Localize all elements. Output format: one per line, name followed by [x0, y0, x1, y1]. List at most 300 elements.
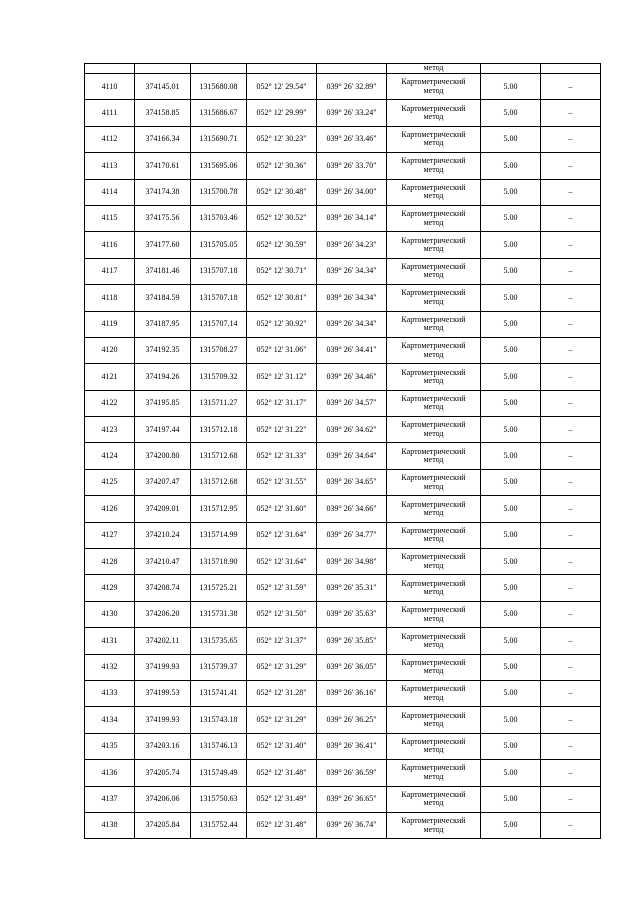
y-coordinate-cell: 1315680.08	[191, 74, 247, 100]
longitude-cell: 039° 26' 34.46"	[317, 364, 387, 390]
accuracy-cell: 5.00	[481, 707, 541, 733]
method-text-line: метод	[423, 349, 444, 359]
method-cell	[387, 390, 481, 416]
latitude-cell: 052° 12' 29.99"	[247, 100, 317, 126]
accuracy-cell: 5.00	[481, 258, 541, 284]
latitude-cell: 052° 12' 31.22"	[247, 417, 317, 443]
accuracy-cell: 5.00	[481, 74, 541, 100]
accuracy-cell: 5.00	[481, 469, 541, 495]
x-coordinate-cell: 374195.85	[135, 390, 191, 416]
point-number-cell: 4136	[85, 760, 135, 786]
x-coordinate-cell: 374207.47	[135, 469, 191, 495]
accuracy-cell: 5.00	[481, 601, 541, 627]
accuracy-cell: 5.00	[481, 549, 541, 575]
note-cell: –	[541, 74, 601, 100]
method-text-line: метод	[423, 270, 444, 280]
latitude-cell: 052° 12' 31.29"	[247, 707, 317, 733]
x-coordinate-cell: 374199.93	[135, 654, 191, 680]
table-row	[85, 680, 601, 706]
longitude-cell: 039° 26' 34.57"	[317, 390, 387, 416]
table-body	[85, 64, 601, 839]
point-number-cell: 4113	[85, 153, 135, 179]
note-cell: –	[541, 205, 601, 231]
method-text-line: Картометрический	[401, 631, 466, 641]
latitude-cell: 052° 12' 31.33"	[247, 443, 317, 469]
coordinates-table	[84, 63, 601, 839]
latitude-cell: 052° 12' 31.40"	[247, 733, 317, 759]
y-coordinate-cell: 1315741.41	[191, 680, 247, 706]
method-text-line: метод	[423, 455, 444, 465]
latitude-cell: 052° 12' 31.12"	[247, 364, 317, 390]
table-row	[85, 707, 601, 733]
method-cell	[387, 364, 481, 390]
method-text-line: метод	[423, 719, 444, 729]
x-coordinate-cell: 374200.80	[135, 443, 191, 469]
table-row	[85, 258, 601, 284]
point-number-cell: 4126	[85, 496, 135, 522]
note-cell: –	[541, 680, 601, 706]
method-text-line: метод	[423, 481, 444, 491]
latitude-cell: 052° 12' 31.48"	[247, 760, 317, 786]
method-text-line: метод	[423, 824, 444, 834]
method-text-line: метод	[423, 244, 444, 254]
method-cell	[387, 179, 481, 205]
x-coordinate-cell: 374145.01	[135, 74, 191, 100]
method-text-line: метод	[423, 217, 444, 227]
latitude-cell: 052° 12' 31.55"	[247, 469, 317, 495]
table-cell	[317, 64, 387, 74]
table-row	[85, 812, 601, 838]
latitude-cell: 052° 12' 30.23"	[247, 126, 317, 152]
x-coordinate-cell: 374170.61	[135, 153, 191, 179]
method-cell: метод	[387, 64, 481, 74]
method-cell	[387, 628, 481, 654]
table-row	[85, 74, 601, 100]
table-cell	[247, 64, 317, 74]
x-coordinate-cell: 374187.95	[135, 311, 191, 337]
method-cell	[387, 126, 481, 152]
table-row	[85, 654, 601, 680]
method-text-line: метод	[423, 191, 444, 201]
table-row	[85, 628, 601, 654]
y-coordinate-cell: 1315739.37	[191, 654, 247, 680]
y-coordinate-cell: 1315705.05	[191, 232, 247, 258]
longitude-cell: 039° 26' 36.59"	[317, 760, 387, 786]
method-cell	[387, 549, 481, 575]
longitude-cell: 039° 26' 34.98"	[317, 549, 387, 575]
method-cell	[387, 337, 481, 363]
method-cell	[387, 258, 481, 284]
method-text-line: метод	[423, 112, 444, 122]
latitude-cell: 052° 12' 30.92"	[247, 311, 317, 337]
table-row	[85, 417, 601, 443]
method-text-line: Картометрический	[401, 77, 466, 87]
point-number-cell: 4128	[85, 549, 135, 575]
longitude-cell: 039° 26' 32.89"	[317, 74, 387, 100]
method-text-line: метод	[423, 798, 444, 808]
table-row	[85, 786, 601, 812]
method-text-line: Картометрический	[401, 789, 466, 799]
accuracy-cell: 5.00	[481, 443, 541, 469]
table-row	[85, 100, 601, 126]
method-text-line: Картометрический	[401, 684, 466, 694]
accuracy-cell: 5.00	[481, 680, 541, 706]
table-row	[85, 126, 601, 152]
y-coordinate-cell: 1315718.90	[191, 549, 247, 575]
method-text-line: Картометрический	[401, 657, 466, 667]
method-text-line: метод	[423, 85, 444, 95]
table-row	[85, 364, 601, 390]
x-coordinate-cell: 374192.35	[135, 337, 191, 363]
method-text-line: Картометрический	[401, 235, 466, 245]
latitude-cell: 052° 12' 31.06"	[247, 337, 317, 363]
accuracy-cell: 5.00	[481, 337, 541, 363]
accuracy-cell: 5.00	[481, 496, 541, 522]
y-coordinate-cell: 1315735.65	[191, 628, 247, 654]
accuracy-cell: 5.00	[481, 100, 541, 126]
point-number-cell: 4122	[85, 390, 135, 416]
table-row	[85, 469, 601, 495]
y-coordinate-cell: 1315686.67	[191, 100, 247, 126]
x-coordinate-cell: 374202.11	[135, 628, 191, 654]
accuracy-cell: 5.00	[481, 153, 541, 179]
y-coordinate-cell: 1315749.49	[191, 760, 247, 786]
method-cell	[387, 575, 481, 601]
method-text-line: Картометрический	[401, 446, 466, 456]
point-number-cell: 4134	[85, 707, 135, 733]
table-row	[85, 733, 601, 759]
longitude-cell: 039° 26' 36.74"	[317, 812, 387, 838]
method-cell	[387, 74, 481, 100]
table-row	[85, 522, 601, 548]
method-text-line: метод	[423, 428, 444, 438]
point-number-cell: 4133	[85, 680, 135, 706]
x-coordinate-cell: 374208.74	[135, 575, 191, 601]
y-coordinate-cell: 1315743.18	[191, 707, 247, 733]
latitude-cell: 052° 12' 31.48"	[247, 812, 317, 838]
x-coordinate-cell: 374166.34	[135, 126, 191, 152]
method-text-line: метод	[423, 296, 444, 306]
point-number-cell: 4138	[85, 812, 135, 838]
method-cell	[387, 601, 481, 627]
x-coordinate-cell: 374184.59	[135, 285, 191, 311]
method-text-line: метод	[423, 613, 444, 623]
x-coordinate-cell: 374206.20	[135, 601, 191, 627]
x-coordinate-cell: 374199.93	[135, 707, 191, 733]
x-coordinate-cell: 374205.84	[135, 812, 191, 838]
accuracy-cell: 5.00	[481, 390, 541, 416]
method-text-line: Картометрический	[401, 605, 466, 615]
longitude-cell: 039° 26' 33.70"	[317, 153, 387, 179]
note-cell: –	[541, 707, 601, 733]
accuracy-cell: 5.00	[481, 311, 541, 337]
longitude-cell: 039° 26' 36.25"	[317, 707, 387, 733]
method-cell	[387, 417, 481, 443]
point-number-cell: 4110	[85, 74, 135, 100]
accuracy-cell: 5.00	[481, 628, 541, 654]
method-text-line: Картометрический	[401, 763, 466, 773]
method-text-line: Картометрический	[401, 552, 466, 562]
longitude-cell: 039° 26' 34.77"	[317, 522, 387, 548]
method-cell	[387, 311, 481, 337]
y-coordinate-cell: 1315712.68	[191, 469, 247, 495]
accuracy-cell: 5.00	[481, 575, 541, 601]
method-cell	[387, 469, 481, 495]
point-number-cell: 4114	[85, 179, 135, 205]
note-cell: –	[541, 812, 601, 838]
note-cell: –	[541, 522, 601, 548]
accuracy-cell: 5.00	[481, 812, 541, 838]
note-cell: –	[541, 601, 601, 627]
method-text-line: Картометрический	[401, 393, 466, 403]
longitude-cell: 039° 26' 34.64"	[317, 443, 387, 469]
method-cell	[387, 707, 481, 733]
longitude-cell: 039° 26' 34.62"	[317, 417, 387, 443]
y-coordinate-cell: 1315750.63	[191, 786, 247, 812]
y-coordinate-cell: 1315752.44	[191, 812, 247, 838]
method-text-line: метод	[423, 164, 444, 174]
method-cell	[387, 443, 481, 469]
note-cell: –	[541, 628, 601, 654]
y-coordinate-cell: 1315707.14	[191, 311, 247, 337]
latitude-cell: 052° 12' 30.81"	[247, 285, 317, 311]
y-coordinate-cell: 1315731.38	[191, 601, 247, 627]
note-cell: –	[541, 364, 601, 390]
method-cell	[387, 812, 481, 838]
accuracy-cell: 5.00	[481, 285, 541, 311]
method-text-line: Картометрический	[401, 578, 466, 588]
point-number-cell: 4115	[85, 205, 135, 231]
method-text-line: Картометрический	[401, 288, 466, 298]
method-text-line: метод	[423, 745, 444, 755]
note-cell: –	[541, 153, 601, 179]
longitude-cell: 039° 26' 34.00"	[317, 179, 387, 205]
y-coordinate-cell: 1315712.68	[191, 443, 247, 469]
longitude-cell: 039° 26' 36.41"	[317, 733, 387, 759]
method-cell	[387, 100, 481, 126]
table-row	[85, 179, 601, 205]
longitude-cell: 039° 26' 33.24"	[317, 100, 387, 126]
accuracy-cell: 5.00	[481, 205, 541, 231]
longitude-cell: 039° 26' 34.65"	[317, 469, 387, 495]
note-cell: –	[541, 469, 601, 495]
latitude-cell: 052° 12' 31.59"	[247, 575, 317, 601]
point-number-cell: 4127	[85, 522, 135, 548]
y-coordinate-cell: 1315711.27	[191, 390, 247, 416]
longitude-cell: 039° 26' 34.34"	[317, 311, 387, 337]
note-cell: –	[541, 443, 601, 469]
longitude-cell: 039° 26' 36.65"	[317, 786, 387, 812]
note-cell: –	[541, 311, 601, 337]
table-row	[85, 205, 601, 231]
point-number-cell: 4120	[85, 337, 135, 363]
note-cell: –	[541, 337, 601, 363]
y-coordinate-cell: 1315690.71	[191, 126, 247, 152]
latitude-cell: 052° 12' 30.52"	[247, 205, 317, 231]
note-cell: –	[541, 285, 601, 311]
longitude-cell: 039° 26' 34.14"	[317, 205, 387, 231]
accuracy-cell: 5.00	[481, 417, 541, 443]
longitude-cell: 039° 26' 34.34"	[317, 258, 387, 284]
latitude-cell: 052° 12' 30.48"	[247, 179, 317, 205]
continuation-row	[85, 64, 601, 74]
y-coordinate-cell: 1315695.06	[191, 153, 247, 179]
x-coordinate-cell: 374197.44	[135, 417, 191, 443]
accuracy-cell: 5.00	[481, 232, 541, 258]
y-coordinate-cell: 1315725.21	[191, 575, 247, 601]
x-coordinate-cell: 374205.74	[135, 760, 191, 786]
method-text-line: метод	[423, 587, 444, 597]
latitude-cell: 052° 12' 31.17"	[247, 390, 317, 416]
point-number-cell: 4119	[85, 311, 135, 337]
note-cell: –	[541, 100, 601, 126]
method-cell	[387, 522, 481, 548]
x-coordinate-cell: 374199.53	[135, 680, 191, 706]
method-cell	[387, 496, 481, 522]
method-text-line: Картометрический	[401, 130, 466, 140]
y-coordinate-cell: 1315746.13	[191, 733, 247, 759]
method-cell	[387, 153, 481, 179]
note-cell: –	[541, 126, 601, 152]
y-coordinate-cell: 1315703.46	[191, 205, 247, 231]
table-row	[85, 549, 601, 575]
method-text-line: Картометрический	[401, 314, 466, 324]
table-row	[85, 232, 601, 258]
accuracy-cell: 5.00	[481, 364, 541, 390]
method-text-line: Картометрический	[401, 710, 466, 720]
table-row	[85, 443, 601, 469]
latitude-cell: 052° 12' 31.50"	[247, 601, 317, 627]
table-cell	[481, 64, 541, 74]
longitude-cell: 039° 26' 36.16"	[317, 680, 387, 706]
method-text-line: Картометрический	[401, 367, 466, 377]
longitude-cell: 039° 26' 34.34"	[317, 285, 387, 311]
method-text-line: Картометрический	[401, 499, 466, 509]
point-number-cell: 4132	[85, 654, 135, 680]
method-text-line: Картометрический	[401, 341, 466, 351]
latitude-cell: 052° 12' 31.49"	[247, 786, 317, 812]
method-text-line: Картометрический	[401, 473, 466, 483]
method-text-line: Картометрический	[401, 182, 466, 192]
point-number-cell: 4130	[85, 601, 135, 627]
note-cell: –	[541, 232, 601, 258]
point-number-cell: 4118	[85, 285, 135, 311]
table-cell	[85, 64, 135, 74]
longitude-cell: 039° 26' 35.31"	[317, 575, 387, 601]
y-coordinate-cell: 1315707.18	[191, 258, 247, 284]
note-cell: –	[541, 258, 601, 284]
longitude-cell: 039° 26' 35.85"	[317, 628, 387, 654]
y-coordinate-cell: 1315708.27	[191, 337, 247, 363]
latitude-cell: 052° 12' 31.64"	[247, 522, 317, 548]
x-coordinate-cell: 374175.56	[135, 205, 191, 231]
x-coordinate-cell: 374206.06	[135, 786, 191, 812]
point-number-cell: 4129	[85, 575, 135, 601]
longitude-cell: 039° 26' 34.41"	[317, 337, 387, 363]
method-text-line: метод	[423, 138, 444, 148]
point-number-cell: 4135	[85, 733, 135, 759]
note-cell: –	[541, 733, 601, 759]
latitude-cell: 052° 12' 30.36"	[247, 153, 317, 179]
latitude-cell: 052° 12' 31.37"	[247, 628, 317, 654]
latitude-cell: 052° 12' 31.28"	[247, 680, 317, 706]
note-cell: –	[541, 390, 601, 416]
table-cell	[135, 64, 191, 74]
method-text-line: Картометрический	[401, 420, 466, 430]
accuracy-cell: 5.00	[481, 733, 541, 759]
accuracy-cell: 5.00	[481, 179, 541, 205]
point-number-cell: 4121	[85, 364, 135, 390]
note-cell: –	[541, 496, 601, 522]
method-text-line: метод	[423, 666, 444, 676]
table-row	[85, 760, 601, 786]
y-coordinate-cell: 1315712.95	[191, 496, 247, 522]
longitude-cell: 039° 26' 34.23"	[317, 232, 387, 258]
y-coordinate-cell: 1315700.78	[191, 179, 247, 205]
method-text-line: метод	[423, 771, 444, 781]
method-text-line: метод	[423, 375, 444, 385]
method-text-line: метод	[423, 639, 444, 649]
method-text-line: Картометрический	[401, 816, 466, 826]
method-text-line: Картометрический	[401, 156, 466, 166]
method-cell	[387, 232, 481, 258]
note-cell: –	[541, 786, 601, 812]
method-text-line: Картометрический	[401, 103, 466, 113]
y-coordinate-cell: 1315714.99	[191, 522, 247, 548]
y-coordinate-cell: 1315712.18	[191, 417, 247, 443]
method-cell	[387, 760, 481, 786]
latitude-cell: 052° 12' 31.60"	[247, 496, 317, 522]
method-cell	[387, 786, 481, 812]
method-text-line: метод	[423, 534, 444, 544]
accuracy-cell: 5.00	[481, 522, 541, 548]
note-cell: –	[541, 575, 601, 601]
table-row	[85, 601, 601, 627]
method-text-line: метод	[423, 560, 444, 570]
point-number-cell: 4131	[85, 628, 135, 654]
point-number-cell: 4112	[85, 126, 135, 152]
table-cell	[191, 64, 247, 74]
latitude-cell: 052° 12' 30.71"	[247, 258, 317, 284]
point-number-cell: 4124	[85, 443, 135, 469]
point-number-cell: 4125	[85, 469, 135, 495]
method-text-line: метод	[423, 692, 444, 702]
point-number-cell: 4123	[85, 417, 135, 443]
method-text-line: Картометрический	[401, 525, 466, 535]
x-coordinate-cell: 374210.47	[135, 549, 191, 575]
latitude-cell: 052° 12' 29.54"	[247, 74, 317, 100]
method-cell	[387, 654, 481, 680]
table-row	[85, 390, 601, 416]
method-cell	[387, 205, 481, 231]
table-row	[85, 496, 601, 522]
note-cell: –	[541, 549, 601, 575]
accuracy-cell: 5.00	[481, 126, 541, 152]
y-coordinate-cell: 1315709.32	[191, 364, 247, 390]
x-coordinate-cell: 374174.38	[135, 179, 191, 205]
x-coordinate-cell: 374194.26	[135, 364, 191, 390]
method-cell	[387, 285, 481, 311]
latitude-cell: 052° 12' 31.64"	[247, 549, 317, 575]
method-text-line: метод	[423, 323, 444, 333]
table-row	[85, 285, 601, 311]
table-row	[85, 311, 601, 337]
latitude-cell: 052° 12' 30.59"	[247, 232, 317, 258]
longitude-cell: 039° 26' 34.66"	[317, 496, 387, 522]
y-coordinate-cell: 1315707.18	[191, 285, 247, 311]
x-coordinate-cell: 374210.24	[135, 522, 191, 548]
accuracy-cell: 5.00	[481, 760, 541, 786]
